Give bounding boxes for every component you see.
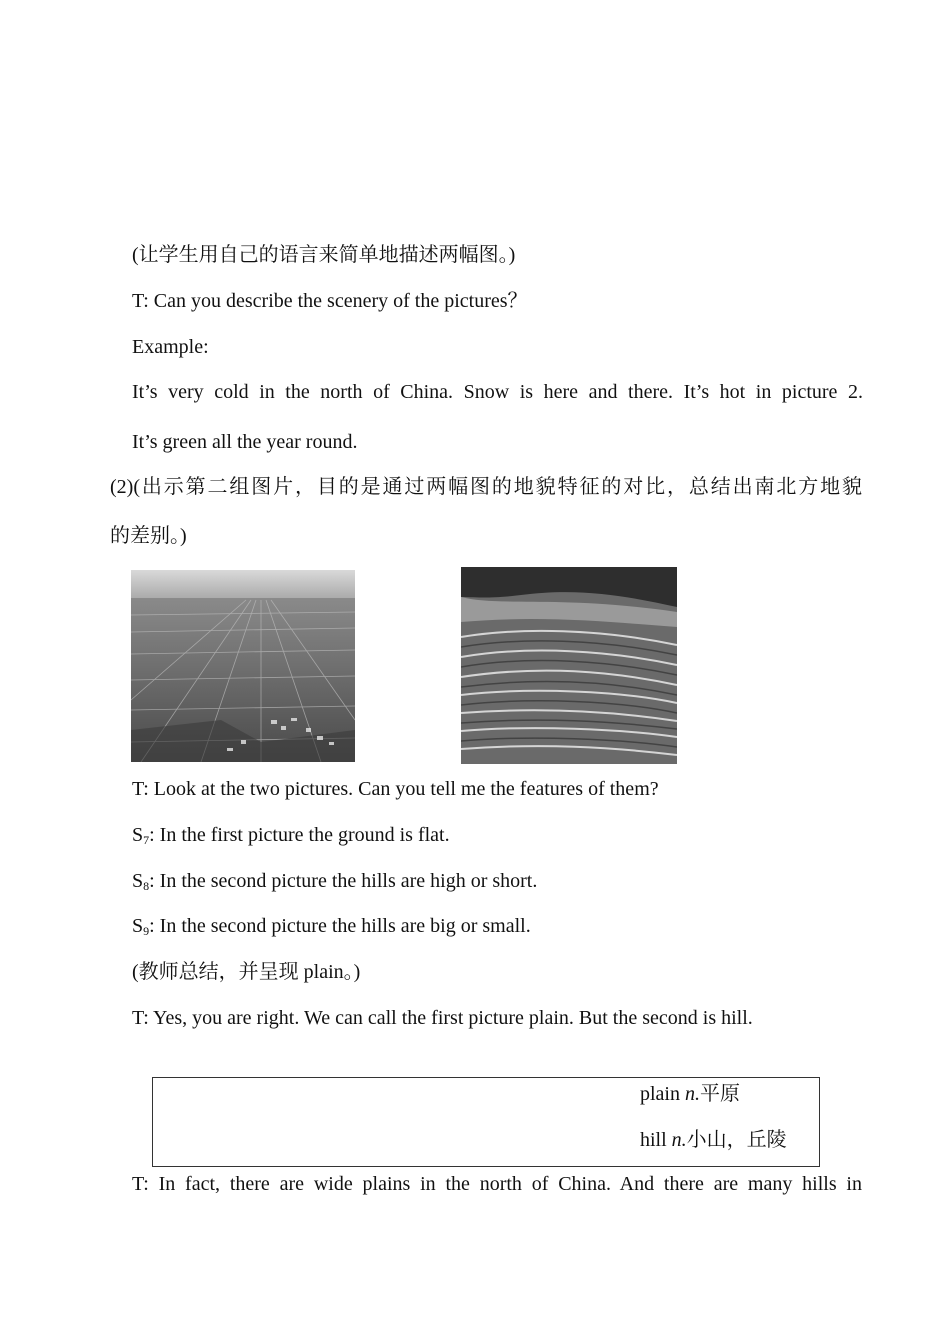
step-2-instruction-line-1: (2)(出示第二组图片，目的是通过两幅图的地貌特征的对比，总结出南北方地貌 (110, 476, 862, 498)
instruction-describe: (让学生用自己的语言来简单地描述两幅图。) (132, 244, 516, 266)
teacher-confirmation: T: Yes, you are right. We can call the first picture plain. But the second is hill. (132, 1007, 753, 1029)
student-9-answer (132, 912, 531, 945)
vocab-item-hill (640, 1126, 787, 1154)
terraced-hills-photo (461, 567, 677, 764)
vocab-word: hill (640, 1129, 667, 1151)
vocab-word: plain (640, 1083, 680, 1105)
teacher-summary-note: (教师总结，并呈现 plain。) (132, 961, 361, 983)
teacher-explanation: T: In fact, there are wide plains in the north of China. And there are many hills in (132, 1173, 862, 1195)
example-label: Example: (132, 336, 209, 358)
vocab-item-plain (640, 1080, 740, 1108)
plain-landscape-photo (131, 570, 355, 762)
speaker-label: S (132, 870, 144, 892)
speaker-number: 8 (143, 879, 150, 893)
example-text-line-1: It’s very cold in the north of China. Snow is here and there. It’s hot in picture 2. (132, 381, 863, 403)
speaker-label: S (132, 915, 144, 937)
answer-text: : In the first picture the ground is flat. (149, 824, 450, 846)
student-8-answer (132, 867, 537, 900)
vocab-pos: n. (685, 1083, 700, 1105)
speaker-number: 7 (143, 833, 150, 847)
speaker-number: 9 (143, 924, 150, 938)
vocab-pos: n. (671, 1129, 687, 1151)
answer-text: : In the second picture the hills are high or short. (149, 870, 538, 892)
answer-text: : In the second picture the hills are big or small. (149, 915, 531, 937)
vocab-meaning: 小山，丘陵 (686, 1129, 787, 1151)
speaker-label: S (132, 824, 144, 846)
vocabulary-box (152, 1077, 820, 1167)
student-7-answer (132, 821, 450, 854)
teacher-question-features: T: Look at the two pictures. Can you tell me the features of them? (132, 778, 659, 800)
step-2-instruction-line-2: 的差别。) (110, 525, 187, 547)
example-text-line-2: It’s green all the year round. (132, 431, 358, 453)
vocab-meaning: 平原 (700, 1083, 740, 1105)
teacher-question-scenery: T: Can you describe the scenery of the pictures？ (132, 290, 528, 312)
